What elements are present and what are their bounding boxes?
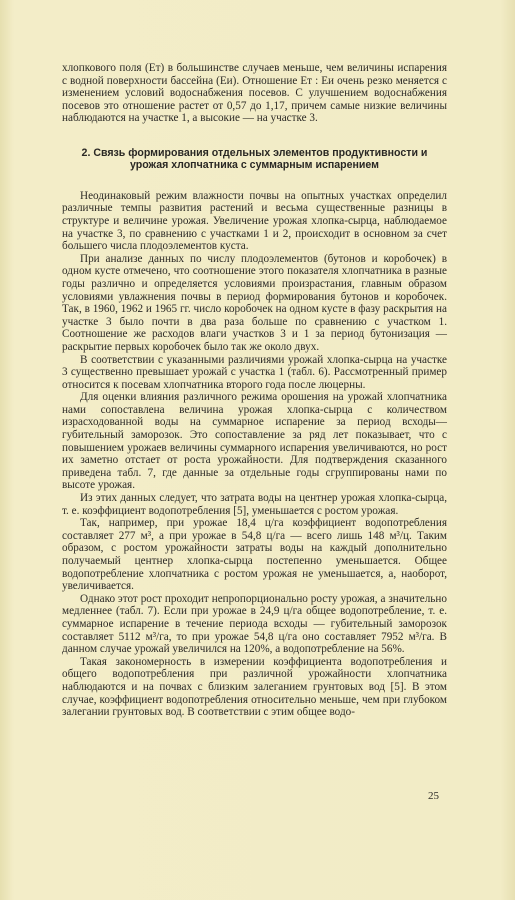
paragraph-6: Так, например, при урожае 18,4 ц/га коэффициент водопотребления составляет 277 м³, а при урожае в 54,8 ц/га — всего лишь 148 м³/ц. Таким образом, с ростом урожайности затраты воды на каждый дополнительно получаемый центнер хлопка-сырца постепенно уменьшается. Общее водопотребление хлопчатника с ростом урожая не уменьшается, а, наоборот, увеличивается.: [62, 517, 447, 593]
section-heading: 2. Связь формирования отдельных элементов продуктивности и урожая хлопчатника с суммарным испарением: [81, 146, 428, 172]
page-text: [62, 62, 447, 719]
paragraph-5: Из этих данных следует, что затрата воды на центнер урожая хлопка-сырца, т. е. коэффициент водопотребления [5], уменьшается с ростом урожая.: [62, 492, 447, 517]
paragraph-1: Неодинаковый режим влажности почвы на опытных участках определил различные темпы развития растений и весьма существенные разницы в структуре и величине урожая. Увеличение урожая хлопка-сырца, наблюдаемое на участке 3, по сравнению с участками 1 и 2, происходит в основном за счет большего числа плодоэлементов куста.: [62, 189, 447, 253]
intro-paragraph: хлопкового поля (Eт) в большинстве случаев меньше, чем величины испарения с водной поверхности бассейна (Eи). Отношение Eт : Eи очень резко меняется с изменением условий водоснабжения посевов. С улучшением водоснабжения посевов это отношение растет от 0,57 до 1,17, причем самые низкие величины наблюдаются на участке 1, а высокие — на участке 3.: [62, 62, 447, 125]
paragraph-3: В соответствии с указанными различиями урожай хлопка-сырца на участке 3 существенно превышает урожай с участка 1 (табл. 6). Рассмотренный пример относится к посевам хлопчатника второго года после люцерны.: [62, 353, 447, 391]
paragraph-4: Для оценки влияния различного режима орошения на урожай хлопчатника нами сопоставлена величина урожая хлопка-сырца с количеством израсходованной воды на суммарное испарение за период всходы—губительный заморозок. Это сопоставление за ряд лет показывает, что с повышением урожаев величины суммарного испарения увеличиваются, но рост их заметно отстает от роста урожайности. Для подтверждения сказанного приведена табл. 7, где данные за отдельные годы сгруппированы нами по высоте урожая.: [62, 391, 447, 492]
paragraph-8: Такая закономерность в измерении коэффициента водопотребления и общего водопотребления при различной урожайности хлопчатника наблюдаются и на почвах с близким залеганием грунтовых вод [5]. В этом случае, коэффициент водопотребления относительно меньше, чем при глубоком залегании грунтовых вод. В соответствии с этим общее водо-: [62, 655, 447, 719]
paragraph-7: Однако этот рост проходит непропорционально росту урожая, а значительно медленнее (табл. 7). Если при урожае в 24,9 ц/га общее водопотребление, т. е. суммарное испарение в течение периода всходы — губительный заморозок составляет 5112 м³/га, то при урожае 54,8 ц/га оно составляет 7952 м³/га. В данном случае урожай увеличился на 120%, а водопотребление на 56%.: [62, 592, 447, 656]
page-number: 25: [428, 790, 439, 802]
paragraph-2: При анализе данных по числу плодоэлементов (бутонов и коробочек) в одном кусте отмечено, что соотношение этого показателя хлопчатника в разные годы различно и определяется условиями произрастания, главным образом условиями увлажнения почвы в период формирования бутонов и коробочек. Так, в 1960, 1962 и 1965 гг. число коробочек на одном кусте в фазу раскрытия на участке 3 было почти в два раза больше по сравнению с участком 1. Соотношение же расходов влаги участков 3 и 1 за период бутонизация — раскрытие первых коробочек было так же около двух.: [62, 252, 447, 353]
